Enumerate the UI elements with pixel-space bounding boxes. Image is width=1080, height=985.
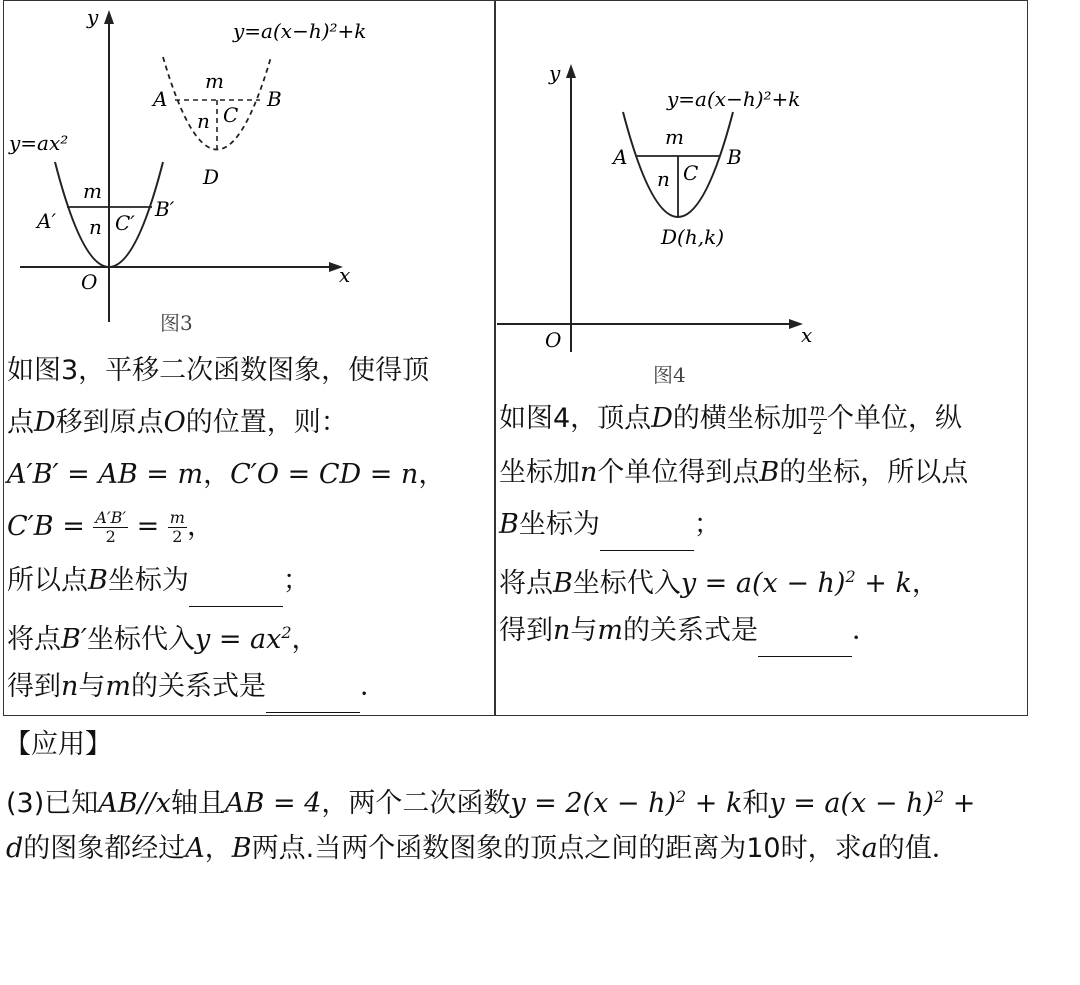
right-var-n: n (580, 457, 598, 488)
left-text-l6b: 坐标代入 (86, 624, 195, 655)
app-var-A: A (185, 833, 205, 864)
fig3-D: D (203, 165, 220, 189)
left-frac-1 (93, 509, 128, 546)
right-answer-blank-2[interactable] (758, 606, 852, 657)
fig3-n-bottom: n (89, 215, 102, 239)
fig3-caption: 图3 (160, 311, 193, 335)
left-line-4 (7, 502, 214, 552)
left-sep: ， (203, 459, 231, 490)
left-text-l2b: 移到原点 (55, 407, 164, 438)
left-eq-parabola: y = ax (194, 624, 282, 655)
left-text-l5b: 坐标为 (107, 565, 189, 596)
right-text-r5c: 的关系式是 (623, 615, 758, 646)
fig3-C-prime: C′ (115, 211, 135, 235)
left-end-6: ， (291, 624, 319, 655)
fig3-A: A (153, 87, 168, 111)
fig3-A-prime: A′ (37, 209, 56, 233)
right-end-5: ． (852, 615, 879, 646)
right-text-r1a: 如图4，顶点 (499, 403, 652, 434)
fig3-n-top: n (197, 109, 210, 133)
left-end-3: ， (418, 459, 446, 490)
right-eq-parabola: y = a(x − h) (680, 568, 846, 599)
fig4-x-axis-label: x (801, 323, 813, 347)
left-eq-ab: A′B′ = AB = m (7, 459, 204, 490)
left-answer-blank-2[interactable] (266, 662, 360, 713)
fig3-m-bottom: m (83, 179, 102, 203)
left-end-5: ； (282, 565, 310, 596)
left-text-l7a: 得到 (7, 671, 61, 702)
left-line-3 (7, 450, 445, 500)
app-text-p2d: 的值． (877, 833, 959, 864)
right-eq-k: + k (855, 568, 912, 599)
left-frac-1-den: 2 (105, 527, 116, 546)
figure-3 (5, 2, 493, 337)
left-line-6 (7, 608, 319, 665)
right-exp: 2 (845, 567, 856, 586)
right-answer-blank-1[interactable] (600, 500, 694, 551)
left-eq-sign: = (128, 511, 168, 542)
app-eq-ab-parallel: AB//x (98, 788, 172, 819)
fig3-y-axis-label: y (87, 5, 99, 29)
app-var-B: B (231, 833, 252, 864)
left-text-l5a: 所以点 (7, 565, 88, 596)
left-line-1 (7, 346, 429, 396)
fig3-m-top: m (205, 69, 224, 93)
app-eq-ab-4: AB = 4 (225, 788, 322, 819)
fig3-B: B (267, 87, 282, 111)
left-frac-2 (168, 509, 187, 546)
app-eq-func2: y = a(x − h) (769, 788, 934, 819)
fig3-C: C (223, 103, 239, 127)
app-eq-plus: + (944, 788, 976, 819)
app-text-p1b: 轴且 (171, 788, 226, 819)
app-text-p1c: ，两个二次函数 (321, 788, 511, 819)
fig4-curve-label: y=a(x−h)²+k (667, 87, 801, 111)
fig4-y-axis-label: y (549, 61, 561, 85)
left-end-7: ． (360, 671, 387, 702)
app-text-p1a: (3)已知 (6, 788, 99, 819)
fig3-B-prime: B′ (155, 197, 175, 221)
right-text-r4a: 将点 (499, 568, 553, 599)
app-text-p2b: ， (204, 833, 232, 864)
right-text-r3a: 坐标为 (518, 509, 600, 540)
application-heading (4, 720, 112, 770)
left-eq-cd: C′O = CD = n (230, 459, 419, 490)
app-var-d: d (6, 833, 24, 864)
left-eq-cb-lhs: C′B = (7, 511, 94, 542)
right-text-r5a: 得到 (499, 615, 553, 646)
right-text-r1b: 的横坐标加 (672, 403, 808, 434)
left-var-n: n (61, 671, 79, 702)
fig4-origin-label: O (545, 328, 562, 352)
left-var-m: m (105, 671, 131, 702)
left-text-l6a: 将点 (7, 624, 61, 655)
fig4-D: D(h,k) (661, 225, 724, 249)
left-var-B: B (88, 565, 108, 596)
fig4-n: n (657, 167, 670, 191)
right-var-n-2: n (553, 615, 571, 646)
app-text-p1d: 和 (742, 788, 770, 819)
right-end-4: ， (911, 568, 939, 599)
right-end-3: ； (693, 509, 721, 540)
left-line-2 (7, 398, 348, 448)
app-exp-2: 2 (934, 787, 945, 806)
right-line-1 (499, 394, 962, 444)
table-divider (494, 0, 496, 716)
left-var-O: O (163, 407, 186, 438)
right-frac (808, 401, 827, 438)
fig4-A: A (613, 145, 628, 169)
left-var-D: D (34, 407, 56, 438)
left-frac-2-num: m (169, 508, 185, 527)
right-var-B-2: B (499, 509, 519, 540)
right-text-r4b: 坐标代入 (572, 568, 681, 599)
fig3-x-axis-label: x (339, 263, 351, 287)
right-text-r2a: 坐标加 (499, 457, 580, 488)
right-text-r2b: 个单位得到点 (597, 457, 760, 488)
left-line-7 (7, 662, 387, 713)
figure-4 (497, 2, 1025, 392)
app-eq-func1: y = 2(x − h) (510, 788, 677, 819)
fig4-caption: 图4 (653, 363, 686, 387)
left-text-l2a: 点 (7, 407, 34, 438)
right-var-B-3: B (553, 568, 573, 599)
app-text-p2a: 的图象都经过 (23, 833, 186, 864)
app-exp-1: 2 (676, 787, 687, 806)
left-line-5 (7, 556, 310, 607)
right-line-3 (499, 500, 721, 551)
right-var-m: m (597, 615, 623, 646)
application-line-1 (6, 772, 975, 829)
right-line-5 (499, 606, 879, 657)
fig3-origin-label: O (81, 270, 98, 294)
right-frac-num: m (809, 400, 826, 419)
app-text-p2c: 两点.当两个函数图象的顶点之间的距离为10时，求 (251, 833, 862, 864)
fig4-C: C (683, 161, 699, 185)
fig4-m: m (665, 125, 684, 149)
right-text-r1c: 个单位，纵 (827, 403, 963, 434)
right-var-D: D (651, 403, 673, 434)
right-line-4 (499, 552, 939, 609)
right-var-B: B (759, 457, 780, 488)
fig3-bottom-curve-label: y=ax² (9, 131, 69, 155)
fig3-top-curve-label: y=a(x−h)²+k (233, 19, 367, 43)
app-eq-k: + k (686, 788, 743, 819)
left-exp: 2 (281, 623, 292, 642)
app-var-a: a (861, 833, 878, 864)
left-text-l1: 如图3，平移二次函数图象，使得顶 (7, 355, 430, 386)
application-line-2 (6, 824, 959, 874)
left-end-4: ， (186, 511, 214, 542)
left-text-l2c: 的位置，则： (185, 407, 348, 438)
right-text-r2c: 的坐标，所以点 (779, 457, 969, 488)
fig4-B: B (727, 145, 742, 169)
application-heading-text: 【应用】 (4, 729, 112, 760)
left-text-l7c: 的关系式是 (131, 671, 266, 702)
right-frac-den: 2 (812, 419, 823, 438)
left-text-l7b: 与 (78, 671, 106, 702)
right-text-r5b: 与 (570, 615, 598, 646)
left-answer-blank-1[interactable] (189, 556, 283, 607)
left-var-B-prime: B′ (61, 624, 87, 655)
left-frac-1-num: A′B′ (95, 508, 126, 527)
right-line-2 (499, 448, 968, 498)
left-frac-2-den: 2 (172, 527, 183, 546)
